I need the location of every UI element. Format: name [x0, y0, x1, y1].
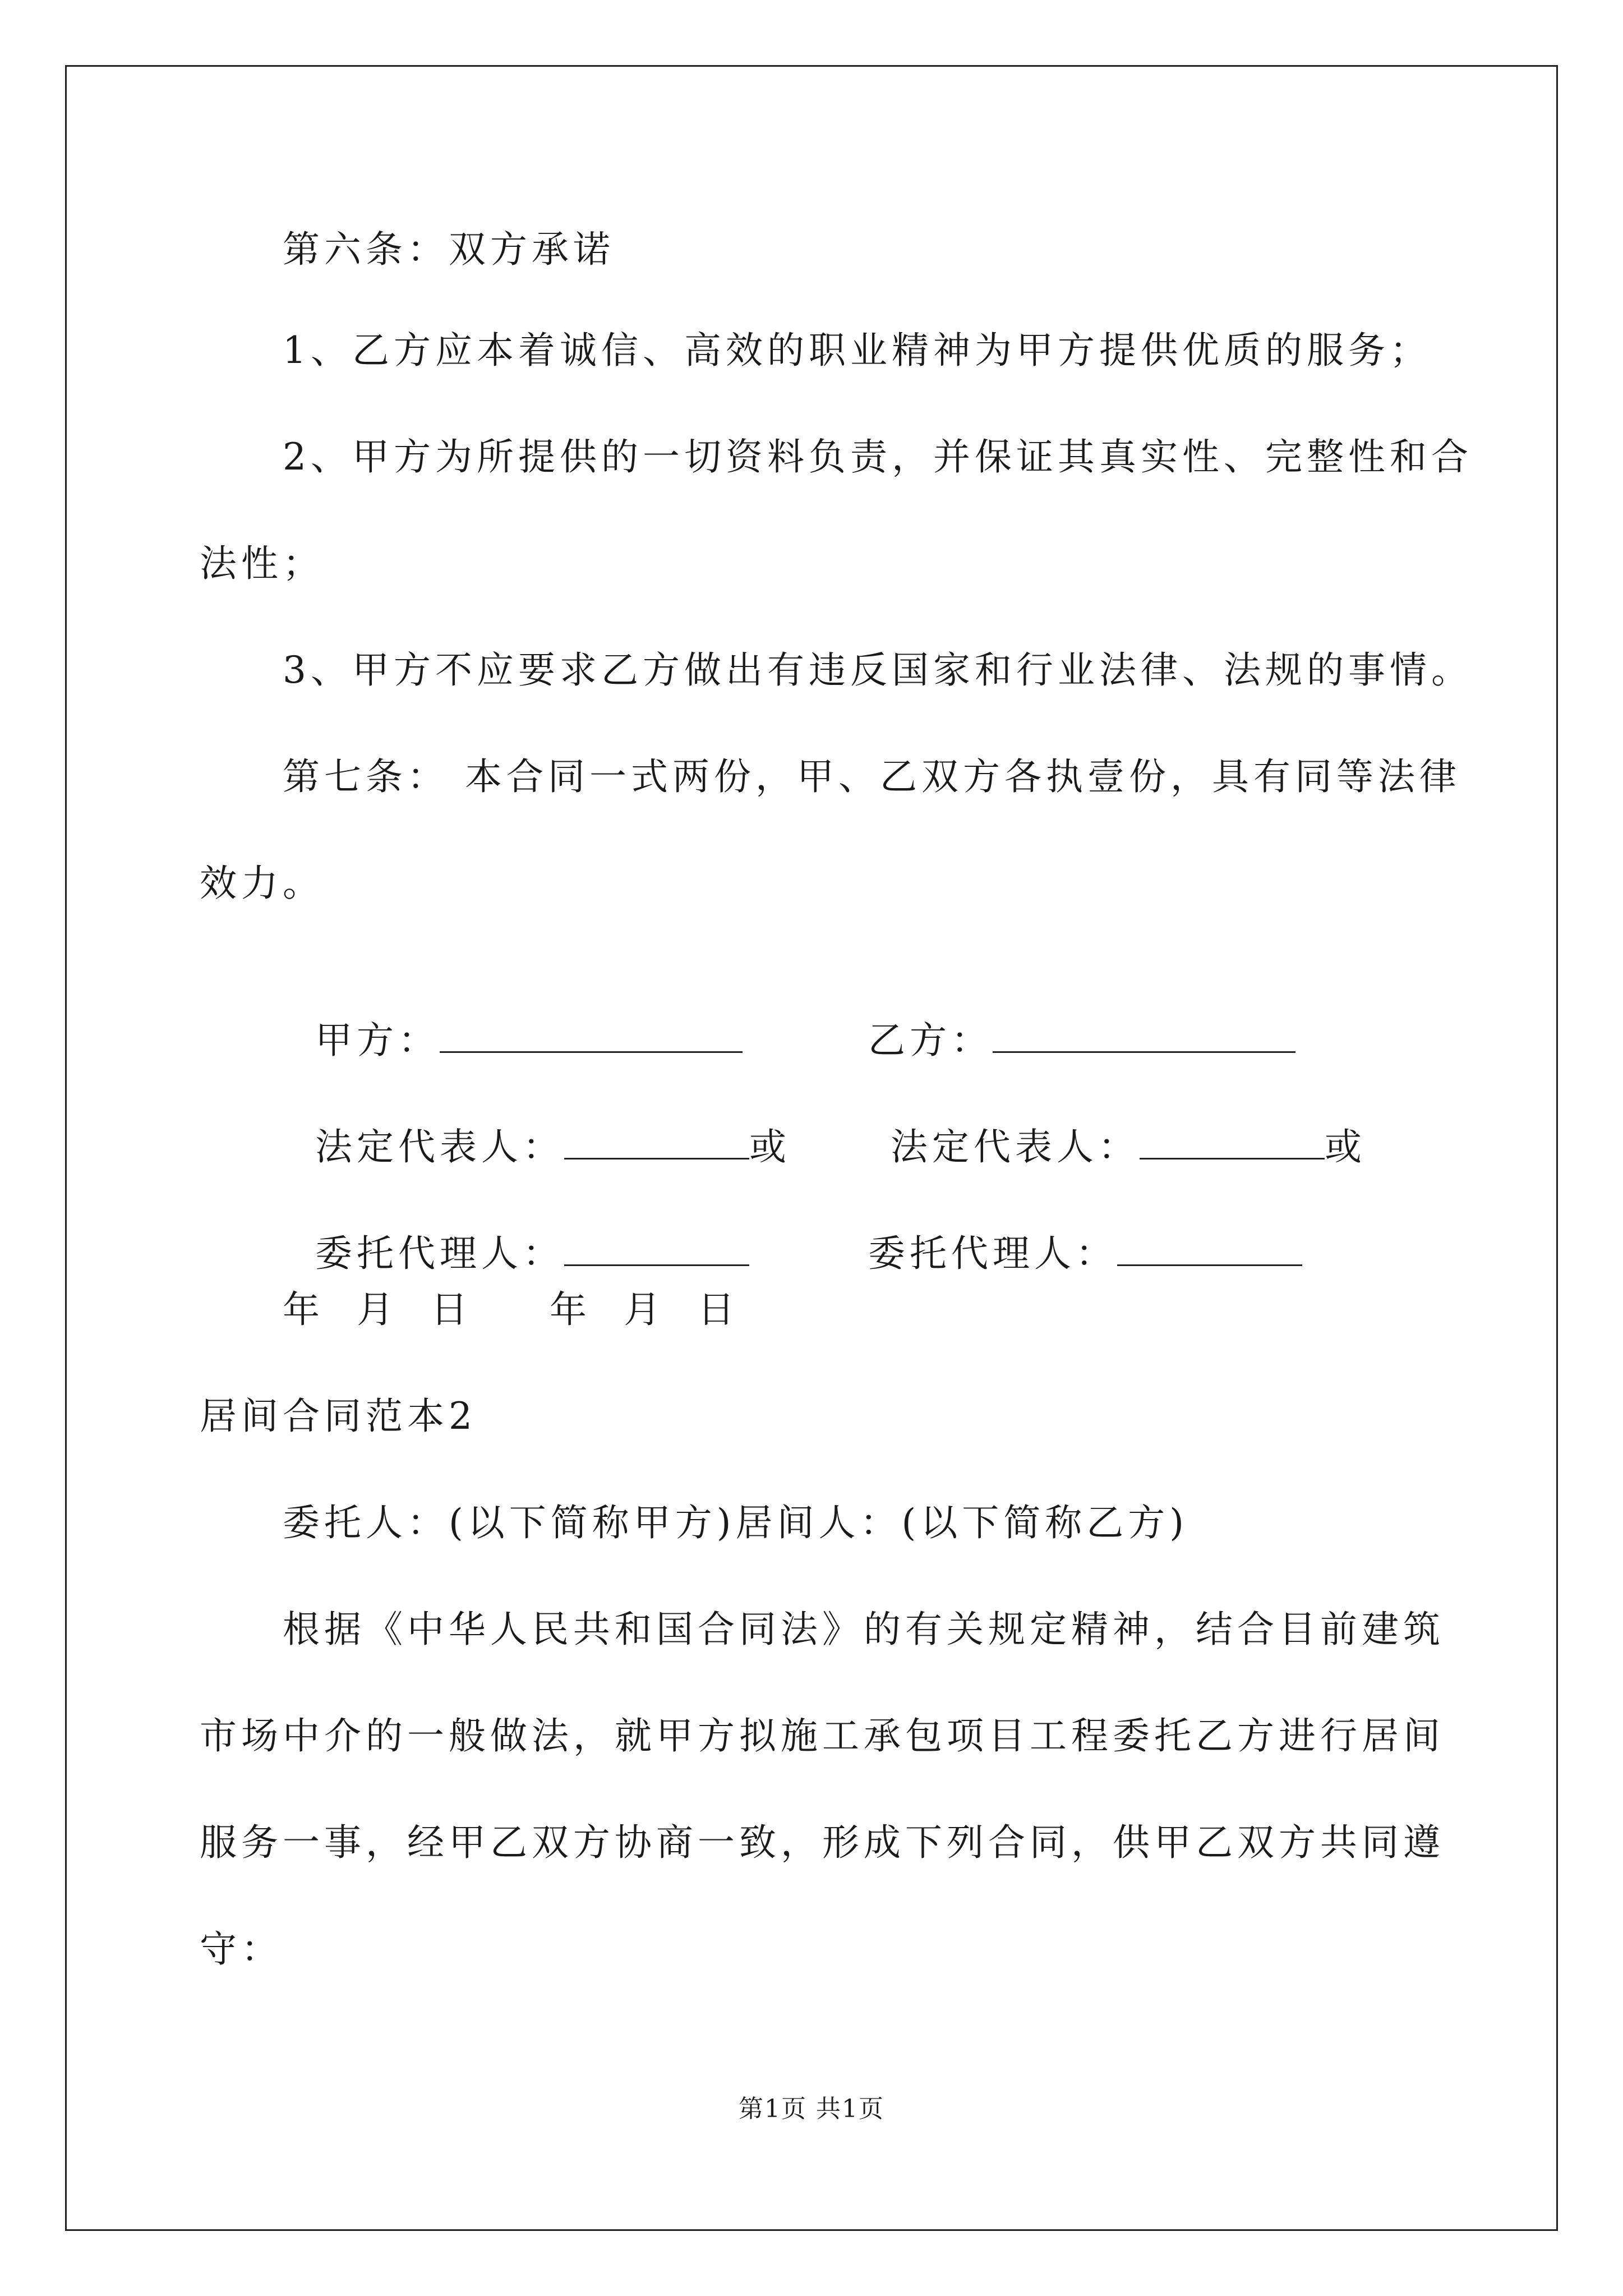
- article6-item3: 3、甲方不应要求乙方做出有违反国家和行业法律、法规的事情。: [283, 648, 1473, 692]
- agent-b-label: 委托代理人：: [868, 1232, 1117, 1275]
- legal-rep-b-row: [858, 1071, 1366, 1172]
- party-a-label: 甲方：: [315, 1019, 440, 1062]
- legal-rep-a-or: 或: [749, 1125, 791, 1168]
- article7-line2: 效力。: [200, 862, 324, 905]
- date-b: 年 月 日: [550, 1288, 739, 1331]
- page-footer: 第1页 共1页: [739, 2095, 884, 2123]
- legal-rep-a-blank: [564, 1124, 749, 1159]
- agent-b-row: [836, 1178, 1302, 1279]
- agent-a-row: [283, 1178, 749, 1279]
- legal-rep-b-label: 法定代表人：: [890, 1125, 1140, 1168]
- legal-rep-a-row: [283, 1071, 791, 1172]
- agent-b-blank: [1117, 1231, 1302, 1266]
- article6-title: 第六条：双方承诺: [283, 228, 615, 271]
- party-b-label: 乙方：: [868, 1019, 993, 1062]
- contract2-intro-line2: 市场中介的一般做法，就甲方拟施工承包项目工程委托乙方进行居间: [200, 1714, 1445, 1757]
- agent-a-label: 委托代理人：: [315, 1232, 564, 1275]
- article6-item1: 1、乙方应本着诚信、高效的职业精神为甲方提供优质的服务；: [283, 329, 1431, 372]
- contract2-intro-line4: 守：: [200, 1927, 283, 1971]
- party-a-row: [283, 965, 743, 1066]
- date-a: 年 月 日: [283, 1288, 472, 1331]
- article7-line1: 第七条： 本合同一式两份，甲、乙双方各执壹份，具有同等法律: [283, 755, 1461, 798]
- contract2-intro-line1: 根据《中华人民共和国合同法》的有关规定精神，结合目前建筑: [283, 1608, 1445, 1651]
- legal-rep-b-blank: [1140, 1124, 1325, 1159]
- legal-rep-a-label: 法定代表人：: [315, 1125, 564, 1168]
- party-a-blank: [440, 1018, 743, 1053]
- article6-item2-line2: 法性；: [200, 542, 324, 585]
- party-b-blank: [993, 1018, 1295, 1053]
- contract2-parties: 委托人：(以下简称甲方)居间人：(以下简称乙方): [283, 1501, 1188, 1544]
- contract2-intro-line3: 服务一事，经甲乙双方协商一致，形成下列合同，供甲乙双方共同遵: [200, 1821, 1445, 1864]
- legal-rep-b-or: 或: [1324, 1125, 1366, 1168]
- agent-a-blank: [564, 1231, 749, 1266]
- contract2-heading: 居间合同范本2: [200, 1395, 477, 1438]
- party-b-row: [836, 965, 1295, 1066]
- article6-item2-line1: 2、甲方为所提供的一切资料负责，并保证其真实性、完整性和合: [283, 435, 1473, 478]
